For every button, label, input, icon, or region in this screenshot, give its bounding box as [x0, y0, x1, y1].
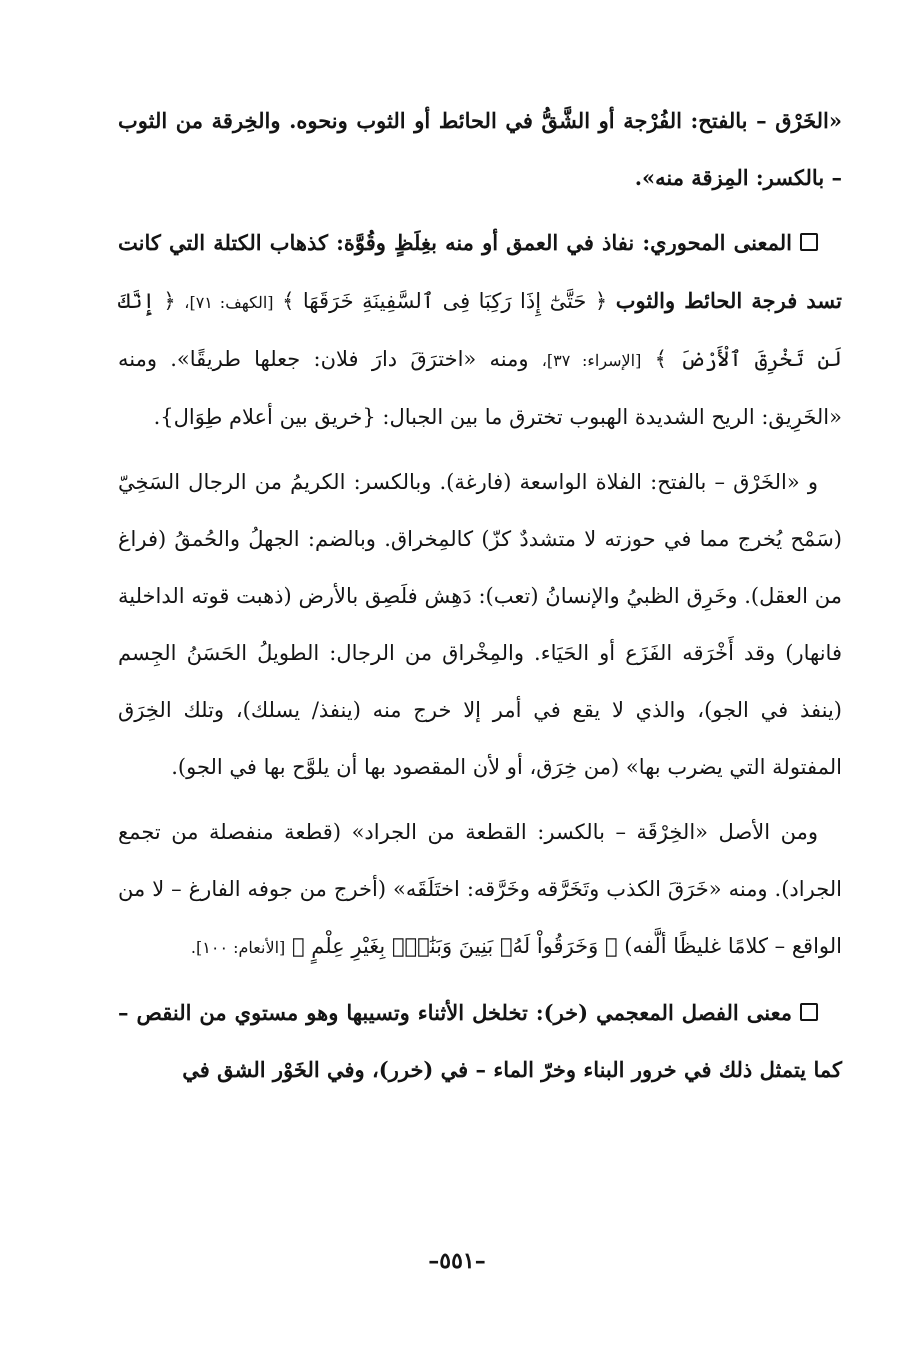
- paragraph-central-meaning: [118, 214, 842, 446]
- central-meaning-continuation: ومنه «اخترَقَ دارَ فلان: جعلها طريقًا». ومنه «الخَرِيق: الريح الشديدة الهبوب تخترق ما بين الجبال: {خريق بين أعلام طِوَال}.: [118, 347, 842, 429]
- square-bullet-icon: [800, 233, 818, 251]
- paragraph-lexical-section: [118, 984, 842, 1098]
- quran-verse-isra: ﴿ إِنَّكَ لَن تَخْرِقَ ٱلْأَرْضَ ﴾: [118, 289, 842, 371]
- definition-text: «الخَرْق – بالفتح: الفُرْجة أو الشَّقُّ في الحائط أو الثوب ونحوه. والخِرقة من الثوب – بالكسر: المِزقة منه».: [118, 108, 842, 190]
- lexical-section-text: معنى الفصل المعجمي (خر): تخلخل الأثناء وتسيبها وهو مستوي من النقص – كما يتمثل ذلك في خرور البناء وخرّ الماء – في (خرر)، وفي الخَوْر الشق في: [118, 1000, 842, 1082]
- paragraph-definition: [118, 92, 842, 206]
- square-bullet-icon: [800, 1003, 818, 1021]
- paragraph-origin: [118, 804, 842, 976]
- page-body: [118, 92, 842, 1106]
- paragraph-kharq-meanings: [118, 454, 842, 796]
- quran-verse-kahf: ﴿ حَتَّىٰٓ إِذَا رَكِبَا فِى ٱلسَّفِينَةِ خَرَقَهَا ﴾: [282, 289, 608, 313]
- kharq-meanings-text: و «الخَرْق – بالفتح: الفلاة الواسعة (فارغة). وبالكسر: الكريمُ من الرجال السَخِيّ (سَمْح يُخرج مما في حوزته لا متشددٌ كزّ) كالمِخراق. وبالضم: الجهلُ والحُمقُ (فراغ من العقل). وخَرِق الظبيُ والإنسانُ (تعب): دَهِش فلَصِق بالأرض (ذهبت قوته الداخلية فانهار) وقد أَخْرَقه الفَزَع أو الحَيَاء. والمِخْراق من الرجال: الطويلُ الحَسَنُ الجِسم (ينفذ في الجو)، والذي لا يقع في أمر إلا خرج منه (ينفذ/ يسلك)، وتلك الخِرَق المفتولة التي يضرب بها» (من خِرَق، أو لأن المقصود بها أن يلوَّح بها في الجو).: [118, 470, 842, 779]
- reference-isra: [الإسراء: ٣٧]،: [541, 351, 642, 370]
- reference-kahf: [الكهف: ٧١]،: [184, 293, 274, 312]
- central-meaning-text: المعنى المحوري: نفاذ في العمق أو منه بغِلَظٍ وقُوَّة: كذهاب الكتلة التي كانت تسد فرجة الحائط والثوب: [118, 230, 842, 313]
- page-number: –٥٥١–: [428, 1248, 486, 1274]
- origin-text: ومن الأصل «الخِرْقَة – بالكسر: القطعة من الجراد» (قطعة منفصلة من تجمع الجراد). ومنه «خَرَقَ الكذب وتَخَرَّقه وخَرَّقه: اختَلَقَه» (أخرج من جوفه الفارغ – لا من الواقع – كلامًا غليظًا ألَّفه): [118, 820, 842, 958]
- reference-anam: [الأنعام: ١٠٠].: [190, 938, 286, 957]
- quran-verse-anam: ﴿ وَخَرَقُواْ لَهُۥ بَنِينَ وَبَنَٰتِۭ بِغَيْرِ عِلْمٍ ﴾: [291, 934, 618, 958]
